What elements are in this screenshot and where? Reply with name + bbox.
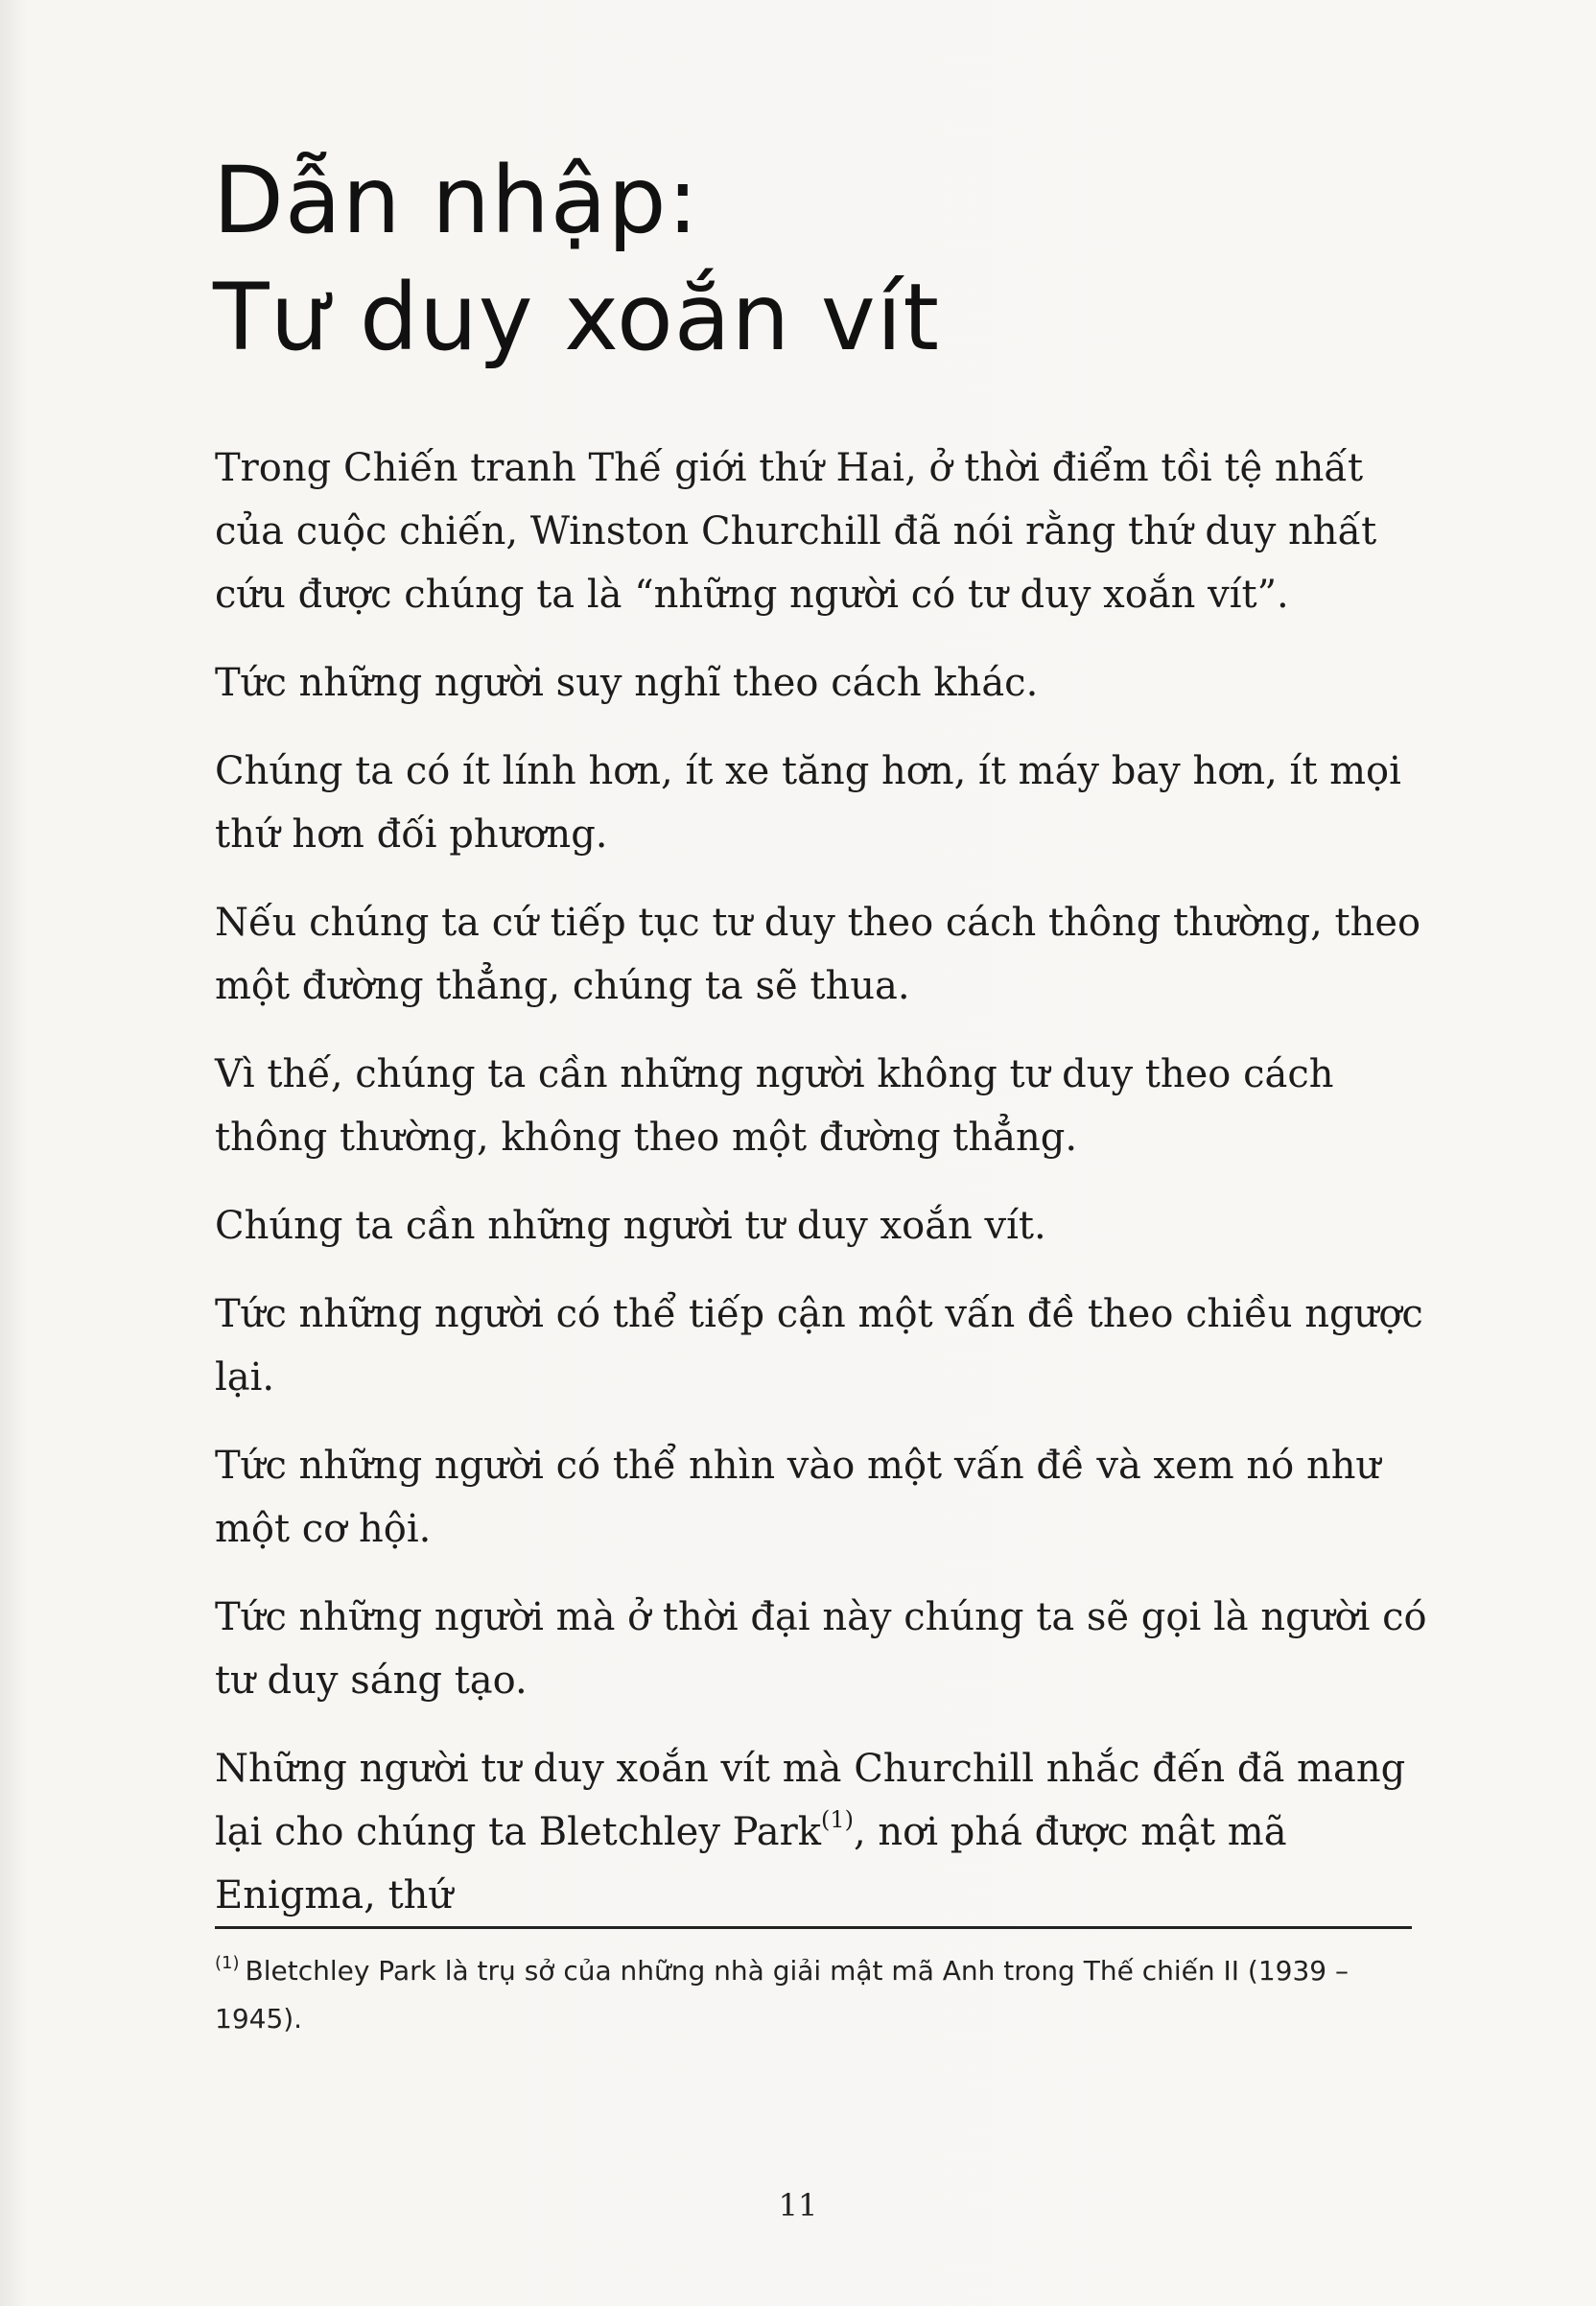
page-number: 11	[778, 2187, 818, 2224]
paragraph-last	[215, 1737, 1433, 1927]
footnote	[215, 1947, 1414, 2043]
chapter-title-line-1: Dẫn nhập:	[213, 147, 699, 254]
paragraph: Tức những người suy nghĩ theo cách khác.	[215, 661, 1039, 705]
paragraph-last-after: , nơi phá được mật mã Enigma, thứ	[215, 1810, 1287, 1918]
footnote-text: Bletchley Park là trụ sở của những nhà giải mật mã Anh trong Thế chiến II (1939 – 1945).	[215, 1955, 1350, 2035]
chapter-title-line-2: Tư duy xoắn vít	[213, 264, 941, 371]
body-text	[215, 436, 1433, 1952]
footnote-marker: (1)	[215, 1953, 240, 1973]
footnote-divider	[215, 1926, 1412, 1929]
paragraph: Trong Chiến tranh Thế giới thứ Hai, ở thời điểm tồi tệ nhất của cuộc chiến, Winston Churchill đã nói rằng thứ duy nhất cứu được chúng ta là “những người có tư duy xoắn vít”.	[215, 446, 1377, 617]
paragraph: Chúng ta có ít lính hơn, ít xe tăng hơn, ít máy bay hơn, ít mọi thứ hơn đối phương.	[215, 749, 1401, 857]
paragraph: Nếu chúng ta cứ tiếp tục tư duy theo cách thông thường, theo một đường thẳng, chúng ta sẽ thua.	[215, 901, 1421, 1008]
paragraph: Vì thế, chúng ta cần những người không tư duy theo cách thông thường, không theo một đường thẳng.	[215, 1052, 1334, 1160]
paragraph: Tức những người có thể tiếp cận một vấn đề theo chiều ngược lại.	[215, 1292, 1423, 1400]
paragraph: Chúng ta cần những người tư duy xoắn vít.	[215, 1204, 1046, 1248]
paragraph: Tức những người có thể nhìn vào một vấn đề và xem nó như một cơ hội.	[215, 1444, 1381, 1551]
footnote-reference[interactable]: (1)	[820, 1806, 854, 1833]
paragraph-last-before: Những người tư duy xoắn vít mà Churchill nhắc đến đã mang lại cho chúng ta Bletchley Park	[215, 1747, 1406, 1854]
paragraph: Tức những người mà ở thời đại này chúng ta sẽ gọi là người có tư duy sáng tạo.	[215, 1595, 1427, 1703]
chapter-title	[213, 142, 940, 376]
